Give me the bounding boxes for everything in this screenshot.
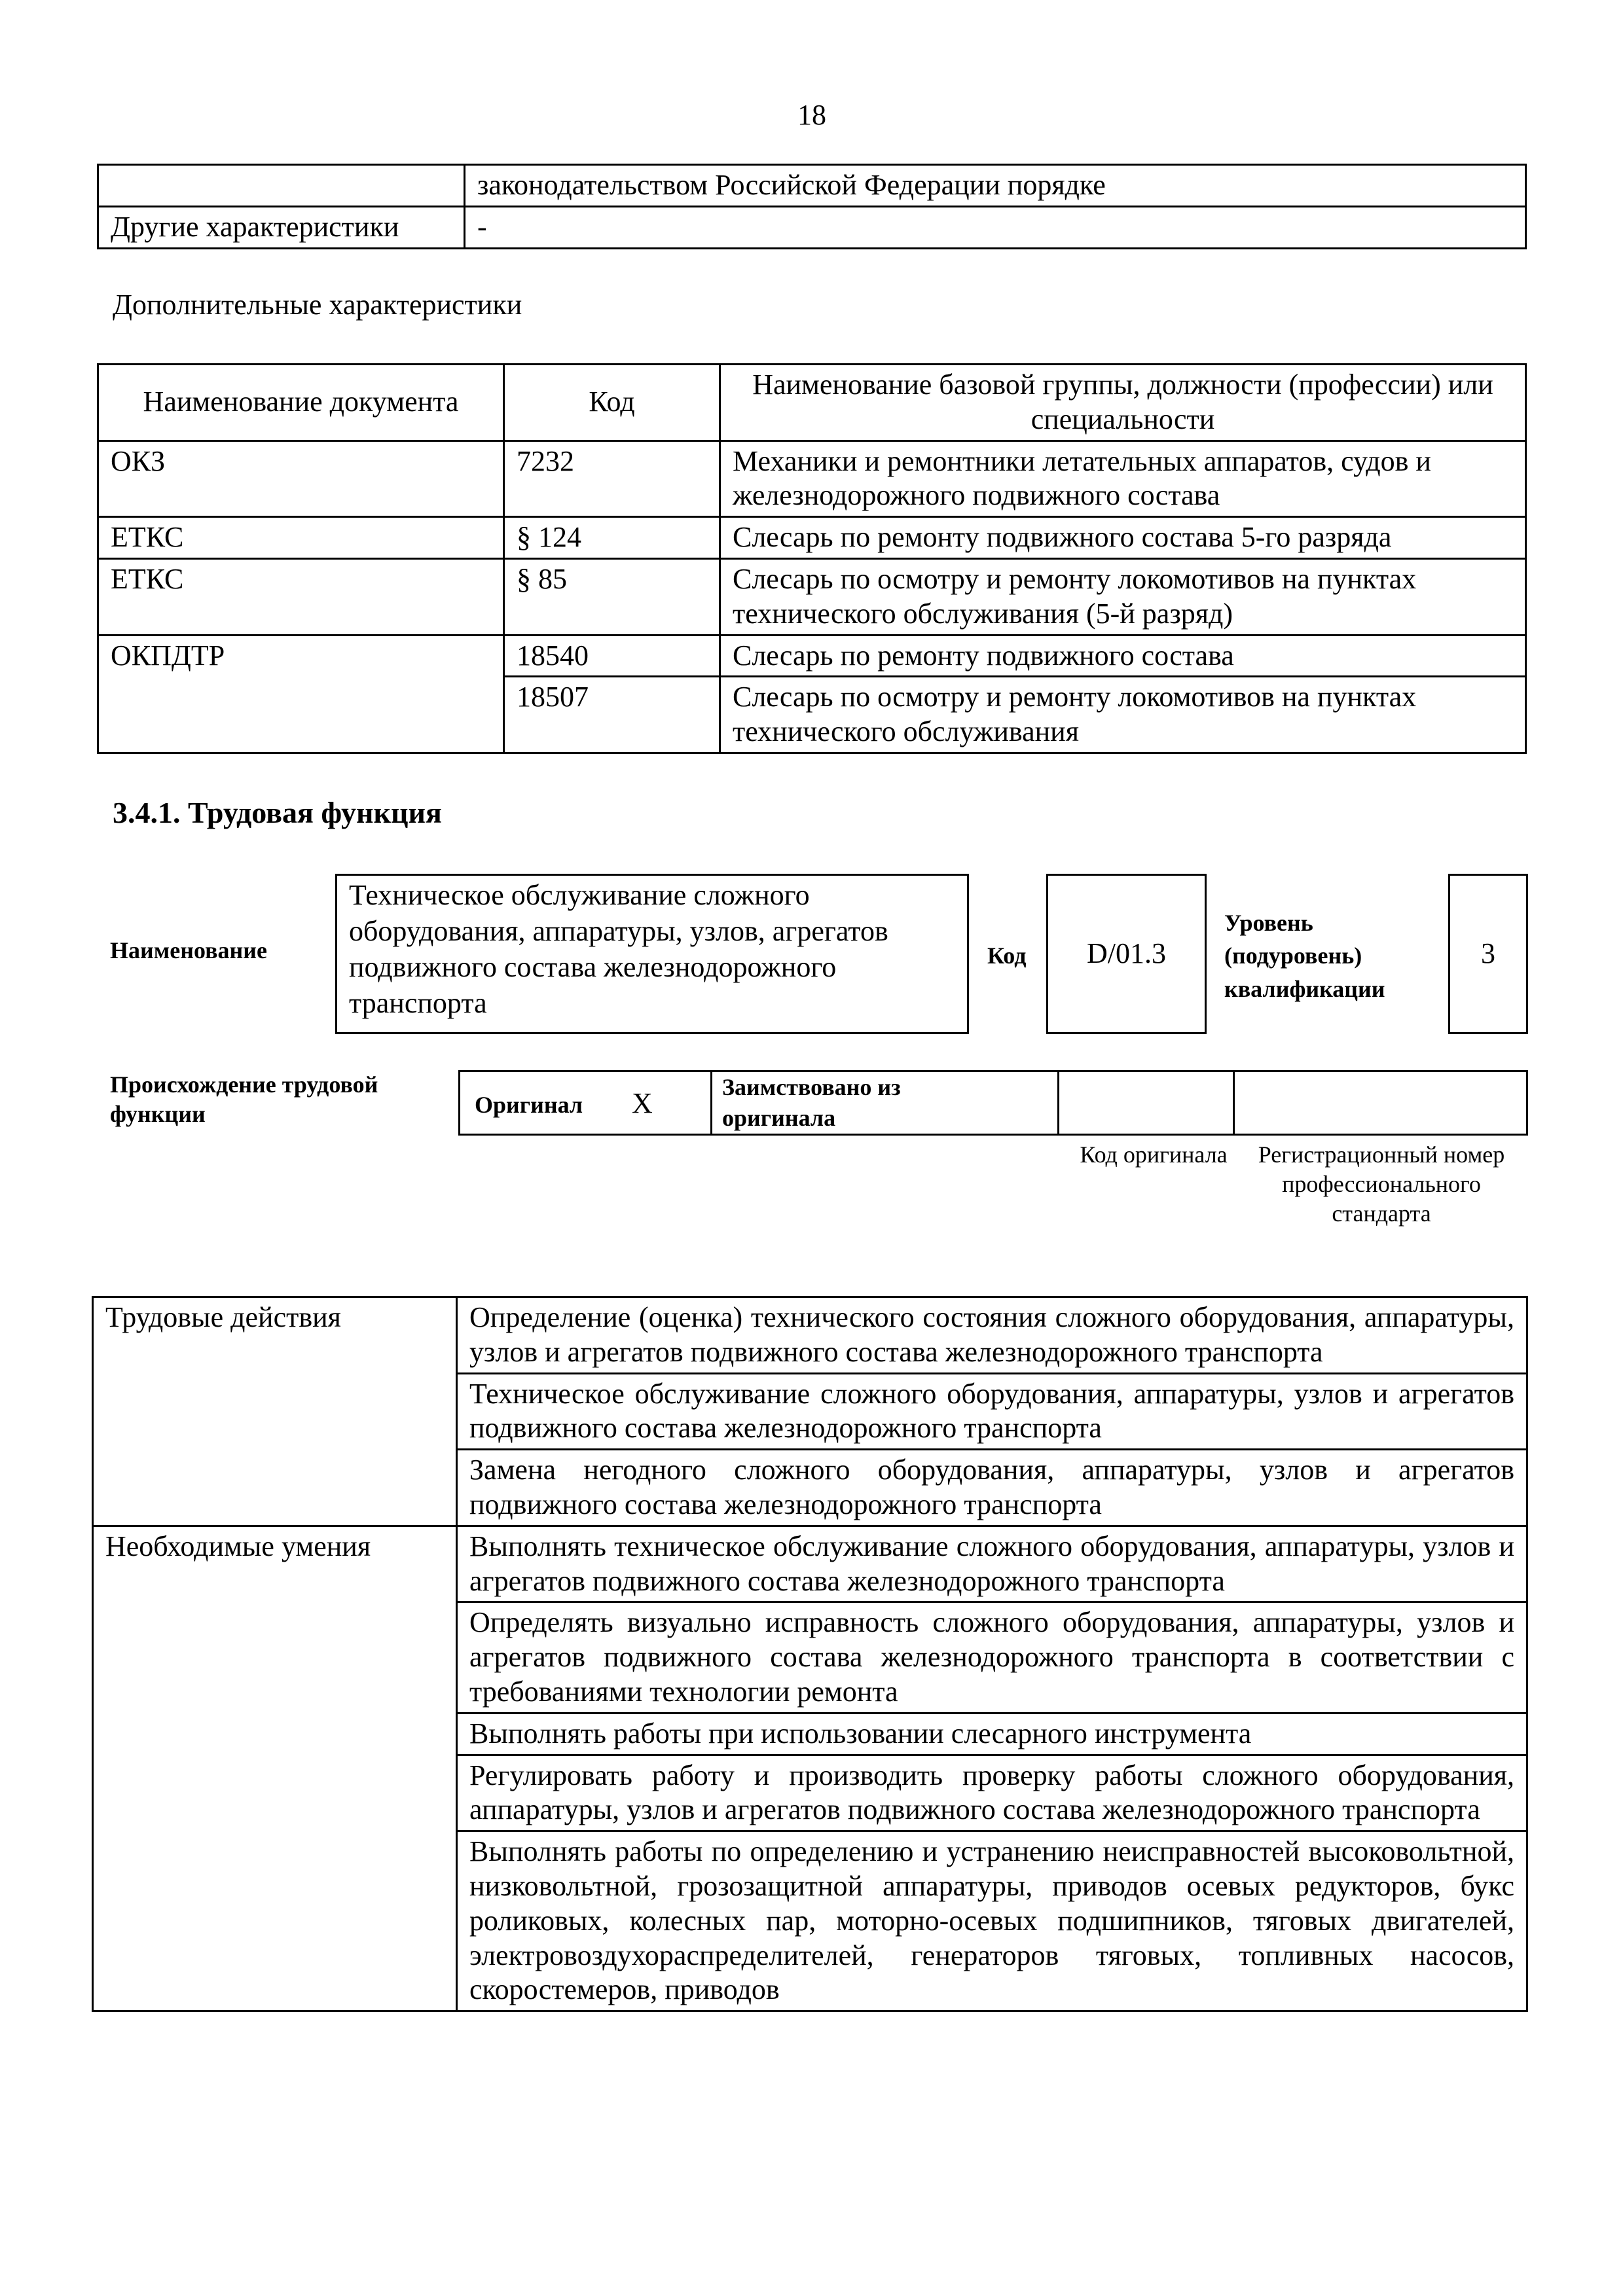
table-cell-doc: ОКЗ [98, 440, 504, 517]
original-mark: X [632, 1087, 653, 1119]
skill-item: Регулировать работу и производить проверку работы сложного оборудования, аппаратуры, узлов и агрегатов подвижного состава железнодорожного транспорта [457, 1755, 1527, 1831]
table-cell-code: 18507 [504, 677, 720, 753]
original-code-caption: Код оригинала [1080, 1141, 1228, 1168]
table-row [98, 206, 1526, 248]
table-cell-doc: ОКПДТР [98, 635, 504, 753]
divider [710, 1072, 712, 1134]
table-cell-code: § 124 [504, 517, 720, 559]
column-header: Наименование базовой группы, должности (профессии) или специальности [720, 365, 1526, 441]
labor-action-item: Замена негодного сложного оборудования, аппаратуры, узлов и агрегатов подвижного состава железнодорожного транспорта [457, 1450, 1527, 1526]
table-cell-doc: ЕТКС [98, 558, 504, 635]
labor-action-item: Техническое обслуживание сложного оборудования, аппаратуры, узлов и агрегатов подвижного состава железнодорожного транспорта [457, 1373, 1527, 1450]
section-title: 3.4.1. Трудовая функция [113, 796, 442, 829]
skill-item: Выполнять работы по определению и устранению неисправностей высоковольтной, низковольтной, грозозащитной аппаратуры, приводов осевых редукторов, букс роликовых, колесных пар, моторно-осевых подшипников, тяговых двигателей, электровоздухораспределителей, генераторов тяговых, топливных насосов, скоростемеров, приводов [457, 1831, 1527, 2011]
top-table [97, 164, 1527, 249]
additional-characteristics-table [97, 363, 1527, 754]
table-cell: законодательством Российской Федерации порядке [465, 165, 1526, 207]
labor-actions-label: Трудовые действия [93, 1297, 457, 1526]
other-characteristics-value: - [465, 206, 1526, 248]
table-cell-name: Механики и ремонтники летательных аппаратов, судов и железнодорожного подвижного состава [720, 440, 1526, 517]
table-cell-name: Слесарь по ремонту подвижного состава 5-го разряда [720, 517, 1526, 559]
column-header: Код [504, 365, 720, 441]
qualification-level-label: Уровень (подуровень) квалификации [1224, 910, 1385, 1002]
divider [1057, 1072, 1059, 1134]
skill-item: Выполнять работы при использовании слесарного инструмента [457, 1713, 1527, 1755]
table-cell-doc: ЕТКС [98, 517, 504, 559]
borrowed-label: Заимствовано из оригинала [722, 1074, 901, 1131]
table-row [98, 558, 1526, 635]
skill-item: Определять визуально исправность сложного оборудования, аппаратуры, узлов и агрегатов подвижного состава железнодорожного транспорта в соответствии с требованиями технологии ремонта [457, 1602, 1527, 1713]
table-cell [98, 165, 465, 207]
table-cell-code: 7232 [504, 440, 720, 517]
table-cell-name: Слесарь по осмотру и ремонту локомотивов на пунктах технического обслуживания [720, 677, 1526, 753]
table-row [98, 165, 1526, 207]
labor-function-table [92, 1296, 1528, 2012]
table-row [98, 440, 1526, 517]
function-code-value: D/01.3 [1046, 874, 1207, 1034]
registration-number-caption: Регистрационный номер профессионального стандарта [1258, 1141, 1505, 1227]
table-cell-name: Слесарь по осмотру и ремонту локомотивов на пунктах технического обслуживания (5-й разряд) [720, 558, 1526, 635]
table-row [93, 1297, 1527, 1374]
page-number: 18 [797, 99, 826, 131]
origin-box [458, 1070, 1528, 1136]
additional-characteristics-heading: Дополнительные характеристики [113, 289, 522, 321]
column-header: Наименование документа [98, 365, 504, 441]
table-row [98, 635, 1526, 677]
function-origin-label: Происхождение трудовой функции [110, 1071, 378, 1127]
table-cell-code: 18540 [504, 635, 720, 677]
qualification-level-value: 3 [1448, 874, 1528, 1034]
table-row [93, 1526, 1527, 1602]
skills-label: Необходимые умения [93, 1526, 457, 2011]
table-header-row [98, 365, 1526, 441]
function-name-value: Техническое обслуживание сложного оборудования, аппаратуры, узлов, агрегатов подвижного состава железнодорожного транспорта [335, 874, 969, 1034]
function-code-label: Код [987, 942, 1027, 969]
skill-item: Выполнять техническое обслуживание сложного оборудования, аппаратуры, узлов и агрегатов подвижного состава железнодорожного транспорта [457, 1526, 1527, 1602]
table-cell-code: § 85 [504, 558, 720, 635]
function-name-label: Наименование [110, 937, 267, 963]
other-characteristics-label: Другие характеристики [98, 206, 465, 248]
table-cell-name: Слесарь по ремонту подвижного состава [720, 635, 1526, 677]
divider [1233, 1072, 1235, 1134]
table-row [98, 517, 1526, 559]
labor-action-item: Определение (оценка) технического состояния сложного оборудования, аппаратуры, узлов и агрегатов подвижного состава железнодорожного транспорта [457, 1297, 1527, 1374]
original-label: Оригинал [475, 1092, 583, 1118]
